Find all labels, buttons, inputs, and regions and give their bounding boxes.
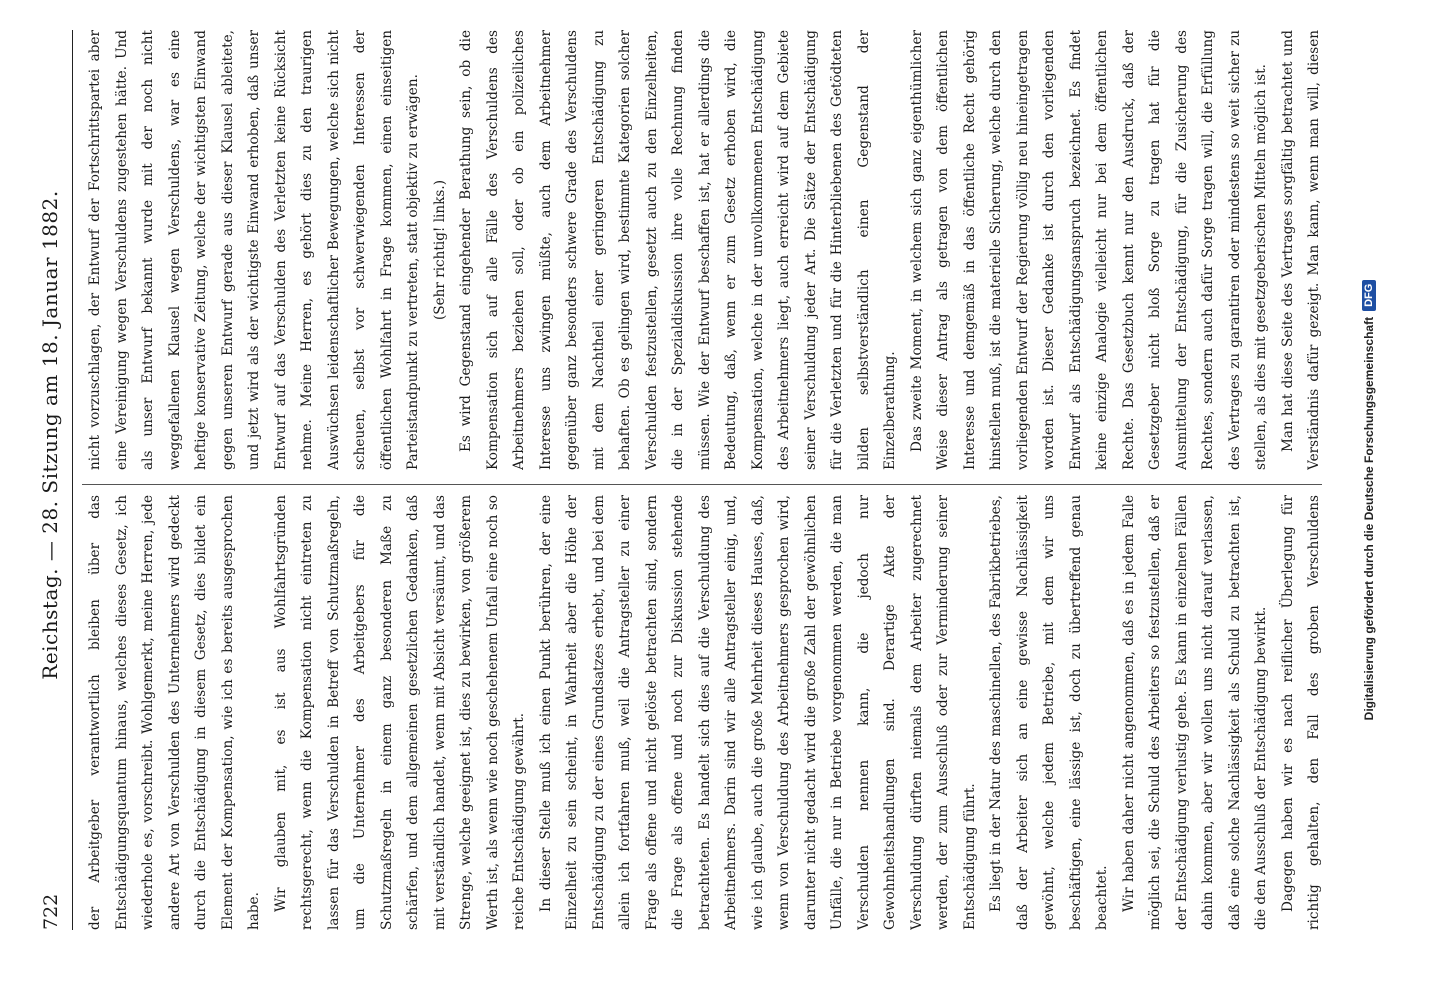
paragraph: Das zweite Moment, in welchem sich ganz eigenthümlicher Weise dieser Antrag als getragen von dem öffentlichen Interesse und demgemäß in das öffentliche Recht gehörig hinstellen muß, ist die materielle Sicherung, welche durch den vorliegenden Entwurf der Regierung völlig neu hineingetragen worden ist. Dieser Gedanke ist durch den vorliegenden Entwurf als Entschädigungsanspruch bezeichnet. Es findet keine einzige Analogie vielleicht nur bei dem öffentlichen Rechte. Das Gesetzbuch kennt nur den Ausdruck, daß der Gesetzgeber nicht bloß Sorge zu tragen hat für die Ausmittelung der Entschädigung, für die Zusicherung des Rechtes, sondern auch dafür Sorge tragen will, die Erfüllung des Vertrages zu garantiren oder mindestens so weit sicher zu stellen, als dies mit gesetzgeberischen Mitteln möglich ist. [908,30,1269,470]
page-title: Reichstag. — 28. Sitzung am 18. Januar 1882. [38,190,62,680]
column-divider [82,484,1322,485]
digitization-credit [1362,0,1376,1000]
dfg-logo: DFG [1362,280,1376,311]
running-head [38,30,73,930]
interjection: (Sehr richtig! links.) [431,179,448,321]
paragraph: Wir haben daher nicht angenommen, daß es in jedem Falle möglich sei, die Schuld des Arbeiters so festzustellen, daß er der Entschädigung verlustig gehe. Es kann in einzelnen Fällen dahin kommen, aber wir wollen uns nicht darauf verlassen, daß eine solche Nachlässigkeit als Schuld zu betrachten ist, die den Ausschluß der Entschädigung bewirkt. [1120,495,1269,930]
paragraph: Dagegen haben wir es nach reiflicher Überlegung für richtig gehalten, den Fall des groben Verschuldens [1279,495,1322,930]
paragraph: Es wird Gegenstand eingehender Berathung sein, ob die Kompensation sich auf alle Fälle des Verschuldens des Arbeitnehmers beziehen soll, oder ob ein polizeiliches Interesse uns zwingen müßte, auch dem Arbeitnehmer gegenüber ganz besonders schwere Grade des Verschuldens mit dem Nachtheil einer geringeren Entschädigung zu behaften. Ob es gelingen wird, bestimmte Kategorien solcher Verschulden festzustellen, gesetzt auch zu den Einzelheiten, die in der Spezialdiskussion ihre volle Rechnung finden müssen. Wie der Entwurf beschaffen ist, hat er allerdings die Bedeutung, daß, wenn er zum Gesetz erhoben wird, die Kompensation, welche in der unvollkommenen Entschädigung des Arbeitnehmers liegt, auch erreicht wird auf dem Gebiete seiner Verschuldung jeder Art. Die Sätze der Entschädigung für die Verletzten und für die Hinterbliebenen des Getödteten bilden selbstverständlich einen Gegenstand der Einzelberathung. [458,30,898,470]
paragraph: Wir glauben mit, es ist aus Wohlfahrtsgründen rechtsgerecht, wenn die Kompensation nicht eintreten zu lassen für das Verschulden in Betreff von Schutzmaßregeln, um die Unternehmer des Arbeitgebers für die Schutzmaßregeln in einem ganz besonderen Maße zu schärfen, und dem allgemeinen gesetzlichen Gedanken, daß mit verständlich handelt, wenn mit Absicht versäumt, und das Strenge, welche geeignet ist, dies zu bewirken, von größerem Werth ist, als wenn wie noch geschehenem Unfall eine noch so reiche Entschädigung gewährt. [272,495,527,930]
right-column [82,30,1322,470]
credit-text: Digitalisierung gefördert durch die Deutsche Forschungsgemeinschaft [1362,316,1376,721]
paragraph: nicht vorzuschlagen, der Entwurf der Fortschrittspartei aber eine Vereinigung wegen Verschuldens zugestehen hätte. Und als unser Entwurf bekannt wurde mit der noch nicht weggefallenen Klausel wegen Verschuldens, war es eine heftige konservative Zeitung, welche der wichtigsten Einwand gegen unseren Entwurf gerade aus dieser Klausel ableitete, und jetzt wird als der wichtigste Einwand erhoben, daß unser Entwurf auf das Verschulden des Verletzten keine Rücksicht nehme. Meine Herren, es gehört dies zu den traurigen Auswüchsen leidenschaftlicher Bewegungen, welche sich nicht scheuen, selbst vor schwerwiegenden Interessen der öffentlichen Wohlfahrt in Frage kommen, einen einseitigen Parteistandpunkt zu vertreten, statt objektiv zu erwägen. [87,30,421,470]
paragraph: der Arbeitgeber verantwortlich bleiben über das Entschädigungsquantum hinaus, welches dieses Gesetz, ich wiederhole es, vorschreibt. Wohlgemerkt, meine Herren, jede andere Art von Verschulden des Unternehmers wird gedeckt durch die Entschädigung in diesem Gesetz, dies bildet ein Element der Kompensation, wie ich es bereits ausgesprochen habe. [87,495,262,930]
left-column [82,495,1322,930]
page-number: 722 [40,893,62,930]
paragraph: In dieser Stelle muß ich einen Punkt berühren, der eine Einzelheit zu sein scheint, in Wahrheit aber die Höhe der Entschädigung zu der eines Grundsatzes erhebt, und bei dem allein ich fortfahren muß, weil die Antragsteller zu einer Frage als offene und nicht gelöste betrachten sind, sondern die Frage als offene und noch zur Diskussion stehende betrachteten. Es handelt sich dies auf die Verschuldung des Arbeitnehmers. Darin sind wir alle Antragsteller einig, und, wie ich glaube, auch die große Mehrheit dieses Hauses, daß, wenn von Verschuldung des Arbeitnehmers gesprochen wird, darunter nicht gedacht wird die große Zahl der gewöhnlichen Unfälle, die nur in Betriebe vorgenommen werden, die man Verschulden nennen kann, die jedoch nur Gewohnheitshandlungen sind. Derartige Akte der Verschuldung dürften niemals dem Arbeiter zugerechnet werden, der zum Ausschluß oder zur Verminderung seiner Entschädigung führt. [537,495,978,930]
paragraph: Es liegt in der Natur des maschinellen, des Fabrikbetriebes, daß der Arbeiter sich an eine gewisse Nachlässigkeit gewöhnt, welche jedem Betriebe, mit dem wir uns beschäftigen, eine lässige ist, doch zu übertreffend genau beachtet. [988,495,1110,930]
paragraph: Man hat diese Seite des Vertrages sorgfältig betrachtet und Verständnis dafür gezeigt. Man kann, wenn man will, diesen [1279,30,1322,470]
